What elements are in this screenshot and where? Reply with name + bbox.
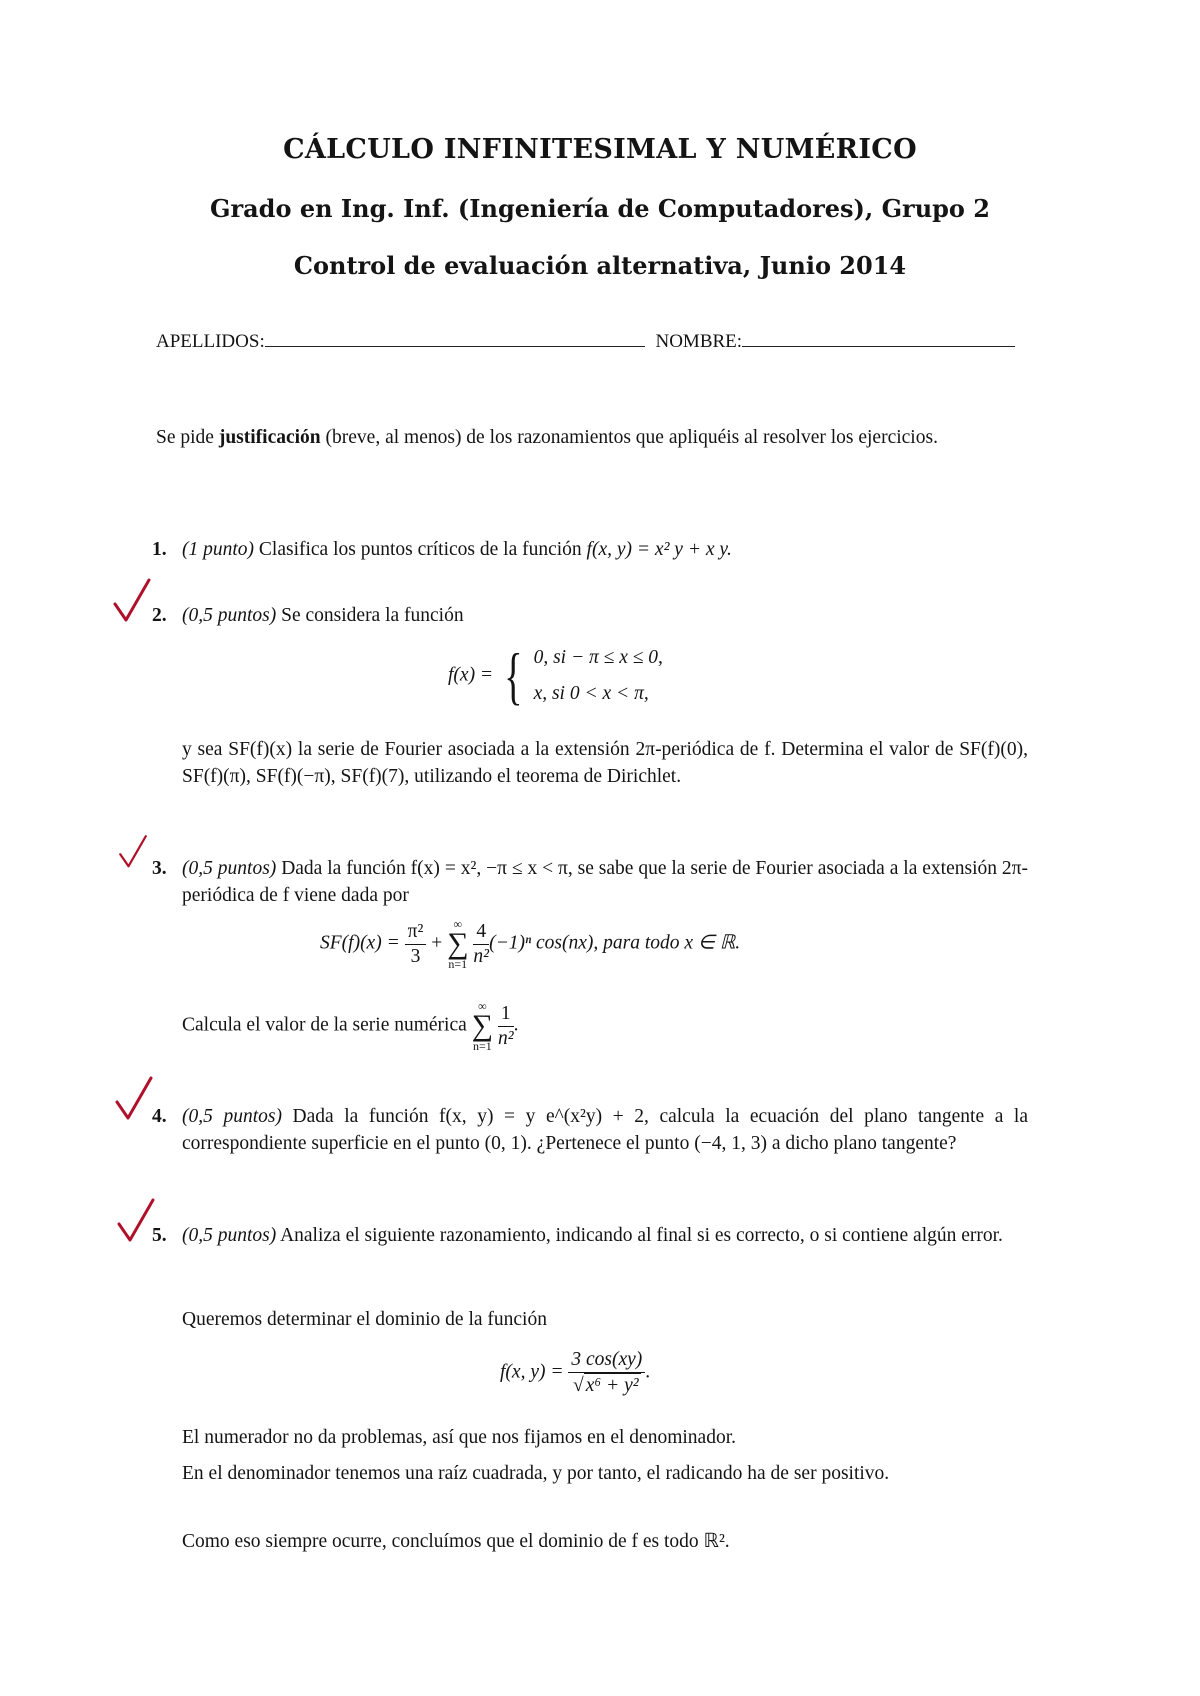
fraction (498, 1002, 514, 1051)
student-fields (156, 326, 1015, 353)
exam-title: CÁLCULO INFINITESIMAL Y NUMÉRICO (283, 134, 917, 165)
formula: f(x, y) = x² y + x y. (586, 539, 732, 560)
case-1: 0, si − π ≤ x ≤ 0, (533, 647, 663, 668)
sum-upper: ∞ (478, 999, 487, 1013)
sum-lower: n=1 (448, 957, 468, 971)
exercise-text: Dada la función f(x) = x², −π ≤ x < π, se sabe que la serie de Fourier asociada a la extensión 2π-periódica de f viene dada por (182, 858, 1028, 906)
exercise-number: 3. (152, 858, 167, 879)
sqrt-icon: √ (573, 1375, 584, 1396)
exercise-1 (152, 536, 1028, 563)
fraction (405, 920, 427, 969)
name-field[interactable] (742, 326, 1015, 347)
exam-subtitle: Grado en Ing. Inf. (Ingeniería de Computadores), Grupo 2 (209, 194, 990, 223)
exercise-5-p2 (182, 1424, 1028, 1451)
checkmark-icon (116, 1198, 156, 1244)
numerator: π² (405, 920, 427, 945)
checkmark-icon (114, 1076, 154, 1122)
exercise-points: (0,5 puntos) (182, 858, 277, 879)
exercise-text: En el denominador tenemos una raíz cuadrada, y por tanto, el radicando ha de ser positivo. (182, 1463, 890, 1484)
formula-lhs: SF(f)(x) = (320, 932, 400, 954)
exercise-5-p3 (182, 1460, 1028, 1487)
exercise-text: El numerador no da problemas, así que nos fijamos en el denominador. (182, 1427, 736, 1448)
domain-formula (500, 1348, 650, 1398)
exercise-2 (152, 602, 1028, 629)
exercise-5-p4 (182, 1528, 1028, 1555)
exercise-points: (0,5 puntos) (182, 1106, 282, 1127)
sigma-icon: ∑ (471, 1009, 494, 1042)
intro-bold: justificación (218, 427, 321, 448)
sigma-icon: ∑ (447, 927, 469, 960)
intro-text-rest: (breve, al menos) de los razonamientos que apliquéis al resolver los ejercicios. (320, 427, 938, 448)
denominator: n² (497, 1027, 514, 1049)
exercise-3 (152, 855, 1028, 909)
brace-icon: { (504, 640, 523, 711)
plus-sign: + (431, 932, 443, 954)
sum-upper: ∞ (453, 917, 463, 931)
exercise-text: Queremos determinar el dominio de la función (182, 1309, 547, 1330)
summation (447, 918, 468, 970)
exercise-points: (0,5 puntos) (182, 1225, 277, 1246)
exercise-text: Calcula el valor de la serie numérica (182, 1014, 467, 1036)
fraction (568, 1348, 645, 1398)
exercise-text: y sea SF(f)(x) la serie de Fourier asociada a la extensión 2π-periódica de f. Determina el valor de SF(f)(0), SF(f)(π), SF(f)(−π), SF(f)(7), utilizando el teorema de Dirichlet. (182, 739, 1028, 787)
exercise-points: (1 punto) (182, 539, 255, 560)
radicand: x⁶ + y² (585, 1375, 639, 1396)
checkmark-icon (118, 834, 148, 870)
formula-tail: (−1)ⁿ cos(nx), para todo x ∈ ℝ. (489, 932, 741, 954)
sum-lower: n=1 (472, 1039, 492, 1053)
exercise-text: Como eso siempre ocurre, concluímos que el dominio de f es todo ℝ². (182, 1531, 730, 1552)
intro-text: Se pide (156, 427, 219, 448)
numerator: 3 cos(xy) (568, 1348, 645, 1373)
exercise-number: 1. (152, 539, 167, 560)
summation (472, 1000, 493, 1052)
period: . (645, 1361, 651, 1383)
instructions (156, 424, 1026, 451)
surname-field[interactable] (265, 326, 645, 347)
exercise-text: Analiza el siguiente razonamiento, indicando al final si es correcto, o si contiene algún error. (280, 1225, 1003, 1246)
exercise-points: (0,5 puntos) (182, 605, 277, 626)
period: . (513, 1014, 519, 1036)
formula-cases (534, 640, 663, 712)
exercise-number: 2. (152, 605, 167, 626)
numerator: 4 (473, 920, 489, 945)
exercise-4 (152, 1103, 1028, 1157)
fraction (473, 920, 489, 969)
formula-lhs: f(x, y) = (500, 1361, 564, 1383)
formula-lhs: f(x) = (448, 664, 494, 686)
exercise-text: Se considera la función (281, 605, 464, 626)
exercise-number: 4. (152, 1106, 167, 1127)
piecewise-formula (448, 640, 663, 712)
denominator: n² (473, 945, 490, 967)
case-2: x, si 0 < x < π, (533, 683, 649, 704)
name-label: NOMBRE: (655, 331, 743, 352)
exercise-2-text (182, 736, 1028, 790)
exercise-number: 5. (152, 1225, 167, 1246)
surname-label: APELLIDOS: (156, 331, 265, 352)
fourier-series-formula (320, 918, 740, 970)
exercise-text: Dada la función f(x, y) = y e^(x²y) + 2, calcula la ecuación del plano tangente a la correspondiente superficie en el punto (0, 1). ¿Pertenece el punto (−4, 1, 3) a dicho plano tangente? (182, 1106, 1028, 1154)
numeric-series (182, 1000, 519, 1052)
exercise-text: Clasifica los puntos críticos de la función (258, 539, 587, 560)
checkmark-icon (112, 578, 152, 624)
denominator: 3 (410, 945, 421, 967)
exercise-5-p1 (182, 1306, 1028, 1333)
exam-control: Control de evaluación alternativa, Junio 2014 (293, 251, 907, 280)
exercise-5 (152, 1222, 1028, 1249)
numerator: 1 (498, 1002, 514, 1027)
